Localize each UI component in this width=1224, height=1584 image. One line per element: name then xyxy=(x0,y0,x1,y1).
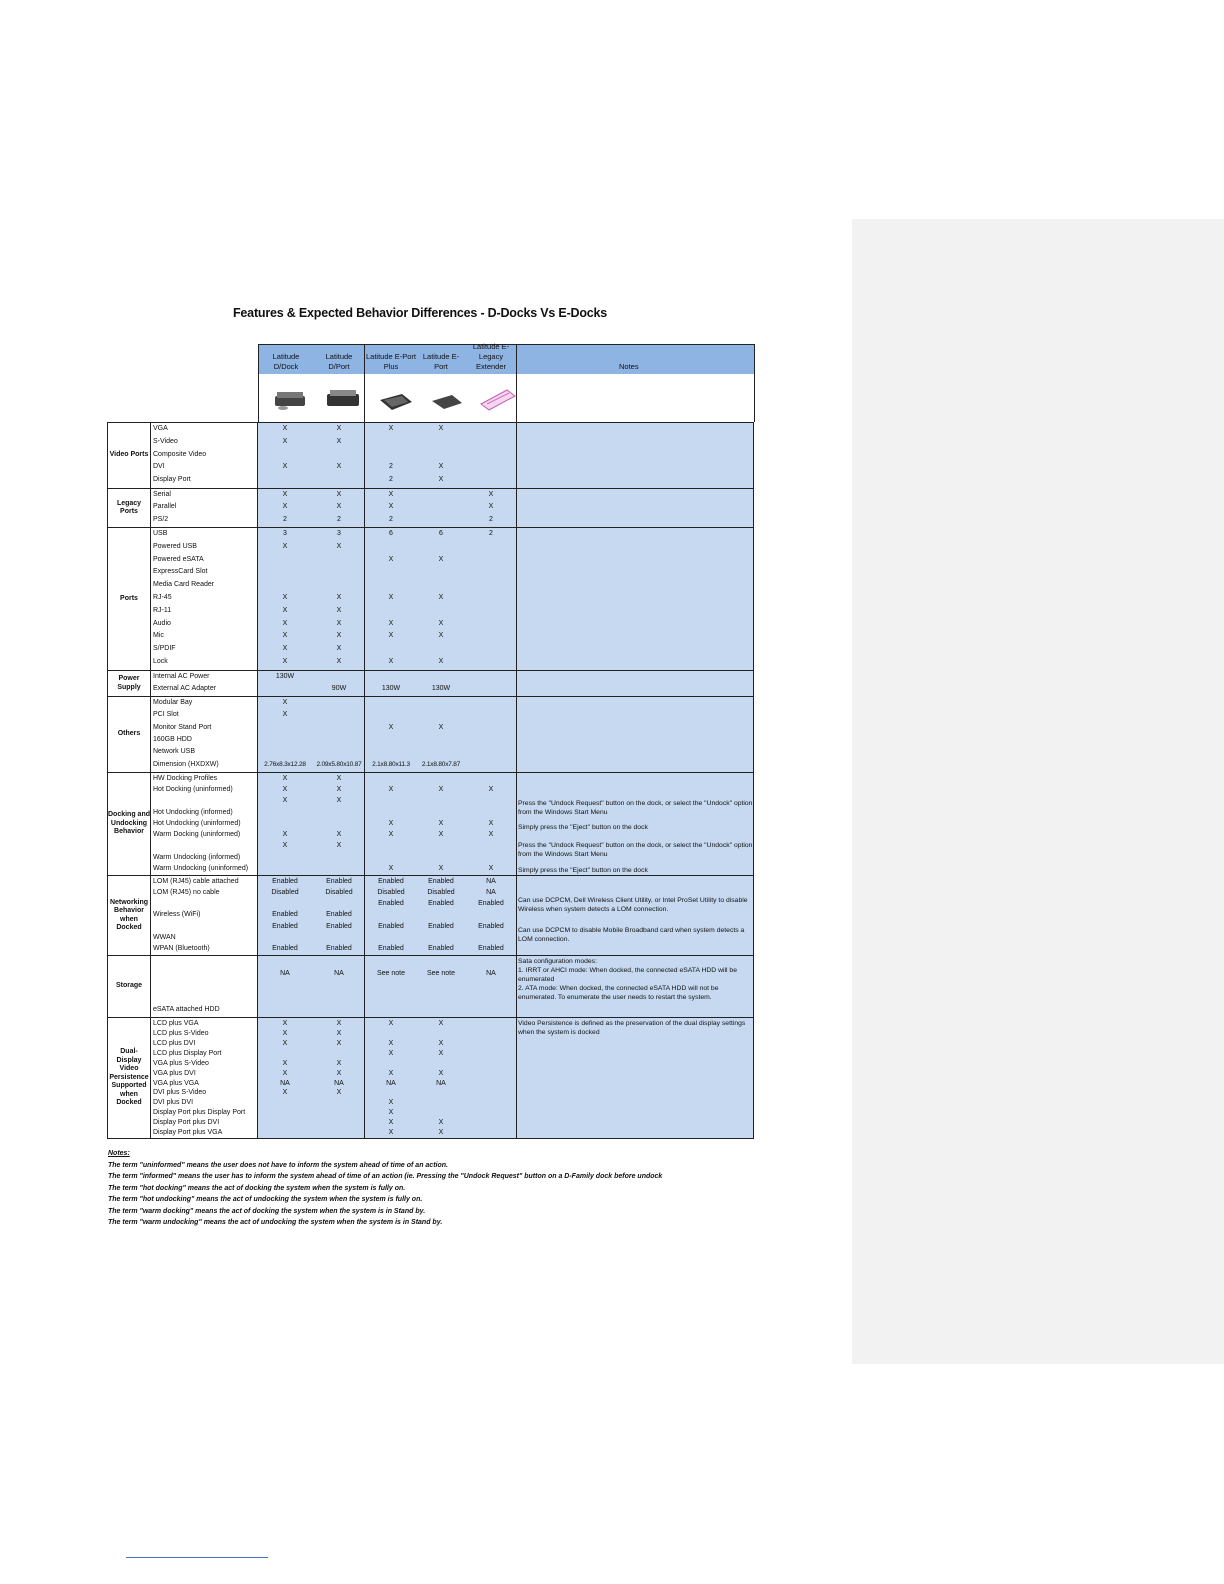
row-label: VGA plus DVI xyxy=(153,1069,196,1077)
group-name: Storage xyxy=(107,956,151,1017)
row-label: Powered USB xyxy=(153,542,197,550)
table-cell: X xyxy=(488,831,494,839)
table-cell: Enabled xyxy=(272,911,298,919)
table-cell: X xyxy=(282,1069,288,1077)
table-group xyxy=(107,488,754,527)
table-row xyxy=(107,566,754,578)
table-cell: Enabled xyxy=(428,944,454,952)
table-cell: X xyxy=(388,723,394,731)
table-cell: Enabled xyxy=(378,900,404,908)
group-name: Power Supply xyxy=(107,671,151,696)
table-cell: 2 xyxy=(489,530,493,537)
table-cell: X xyxy=(282,542,288,550)
row-label: LCD plus S-Video xyxy=(153,1029,209,1037)
table-cell: X xyxy=(336,1029,342,1037)
table-cell: X xyxy=(388,555,394,563)
row-note: Sata configuration modes: xyxy=(518,958,597,965)
table-cell: X xyxy=(282,503,288,511)
table-row xyxy=(107,461,754,473)
table-cell: X xyxy=(282,786,288,794)
table-cell: X xyxy=(388,594,394,601)
column-header-3: Latitude E-Port Plus xyxy=(365,352,417,371)
row-label: Composite Video xyxy=(153,450,207,458)
row-label: S-Video xyxy=(153,437,178,445)
row-label: Warm Undocking (uninformed) xyxy=(153,864,249,872)
table-cell: X xyxy=(388,1069,394,1077)
row-label: Warm Undocking (informed) xyxy=(153,853,241,861)
e-legacy-extender-image xyxy=(481,390,515,410)
table-cell: X xyxy=(282,437,288,445)
row-label: LCD plus DVI xyxy=(153,1039,196,1047)
table-cell: NA xyxy=(486,878,496,885)
e-port-plus-image xyxy=(380,394,412,410)
table-row xyxy=(107,773,754,785)
table-header xyxy=(107,344,754,434)
table-row xyxy=(107,554,754,566)
table-bottom-border xyxy=(107,1138,754,1139)
group-name: Dual-Display Video Persistence Supported when Docked xyxy=(107,1018,151,1138)
table-cell: See note xyxy=(426,970,456,977)
row-label: Display Port plus Display Port xyxy=(153,1109,246,1117)
table-cell: NA xyxy=(436,1079,446,1087)
table-row xyxy=(107,449,754,461)
table-cell: Enabled xyxy=(428,900,454,908)
table-cell: NA xyxy=(334,970,344,977)
table-cell: X xyxy=(438,1129,444,1137)
table-cell: X xyxy=(388,786,394,794)
document-title: Features & Expected Behavior Differences - D-Docks Vs E-Docks xyxy=(233,306,608,320)
row-label: 160GB HDD xyxy=(153,736,192,743)
table-row xyxy=(107,579,754,591)
table-cell: NA xyxy=(386,1079,396,1087)
table-row xyxy=(107,734,754,746)
table-cell: X xyxy=(388,503,394,511)
table-cell: X xyxy=(438,619,444,627)
table-cell: Enabled xyxy=(478,922,504,930)
row-label: Mic xyxy=(153,632,164,640)
row-label: eSATA attached HDD xyxy=(153,1006,220,1013)
note-line: The term "informed" means the user has to inform the system ahead of time of an action (ie. Pressing the "Undock Request" button on a D-Family dock before undock xyxy=(108,1173,663,1180)
table-cell: X xyxy=(438,463,444,471)
e-port-image xyxy=(432,395,462,409)
table-cell: Enabled xyxy=(272,944,298,952)
table-group xyxy=(107,772,754,875)
row-label: Warm Docking (uninformed) xyxy=(153,831,241,839)
table-cell: X xyxy=(336,831,342,839)
table-cell: X xyxy=(336,619,342,627)
group-name: Others xyxy=(107,697,151,772)
table-cell: Enabled xyxy=(478,944,504,952)
table-cell: NA xyxy=(486,889,496,897)
row-label: Display Port plus VGA xyxy=(153,1129,223,1137)
row-label: LOM (RJ45) no cable xyxy=(153,889,220,897)
row-label: Audio xyxy=(153,619,171,627)
table-cell: X xyxy=(336,425,342,432)
group-name: Ports xyxy=(107,528,151,670)
row-label: Hot Docking (uninformed) xyxy=(153,786,233,794)
table-cell: X xyxy=(438,555,444,563)
table-cell: X xyxy=(336,463,342,471)
table-row xyxy=(107,436,754,448)
table-cell: Enabled xyxy=(378,878,404,885)
group-name: Legacy Ports xyxy=(107,489,151,527)
row-label: Wireless (WiFi) xyxy=(153,911,201,919)
column-header-1: Latitude D/Dock xyxy=(272,352,300,371)
table-cell: Disabled xyxy=(427,889,455,897)
note-line: The term "uninformed" means the user does not have to inform the system ahead of time of an action. xyxy=(108,1161,448,1169)
table-cell: X xyxy=(488,503,494,511)
table-row xyxy=(107,746,754,758)
table-cell: 6 xyxy=(389,530,393,537)
row-note: Can use DCPCM, Dell Wireless Client Utility, or Intel ProSet Utility to disable Wireless when system detects a LOM connection. xyxy=(518,897,748,913)
table-cell: 3 xyxy=(337,530,341,537)
footnote-separator xyxy=(126,1557,268,1558)
column-header-2: Latitude D/Port xyxy=(325,352,353,371)
note-line: The term "warm undocking" means the act of undocking the system when the system is in Stand by. xyxy=(108,1219,443,1226)
table-cell: X xyxy=(438,1069,444,1077)
row-label: Lock xyxy=(153,658,168,665)
row-label: Dimension (HXDXW) xyxy=(153,760,219,768)
table-cell: X xyxy=(438,658,444,665)
table-group xyxy=(107,875,754,955)
table-cell: X xyxy=(438,425,444,432)
table-row xyxy=(107,514,754,526)
table-cell: X xyxy=(438,632,444,640)
table-cell: X xyxy=(336,1089,342,1097)
table-group xyxy=(107,955,754,1017)
table-cell: X xyxy=(438,1020,444,1027)
table-cell: 2 xyxy=(389,476,393,484)
note-line: The term "warm docking" means the act of docking the system when the system is in Stand by. xyxy=(108,1207,426,1215)
table-cell: X xyxy=(388,1099,394,1107)
table-cell: X xyxy=(282,632,288,640)
table-cell: NA xyxy=(280,970,290,977)
table-cell: X xyxy=(336,658,342,665)
table-row xyxy=(107,697,754,709)
table-cell: X xyxy=(282,606,288,614)
row-label: Display Port plus DVI xyxy=(153,1119,220,1127)
note-line: The term "hot undocking" means the act of undocking the system when the system is fully on. xyxy=(108,1196,423,1203)
table-cell: X xyxy=(336,1069,342,1077)
table-cell: X xyxy=(388,819,394,827)
table-cell: 2 xyxy=(337,515,341,523)
table-cell: 3 xyxy=(283,530,287,537)
table-row xyxy=(107,474,754,486)
row-label: LOM (RJ45) cable attached xyxy=(153,878,239,885)
table-cell: Enabled xyxy=(428,922,454,930)
table-cell: X xyxy=(336,842,342,850)
table-cell: X xyxy=(438,786,444,794)
table-cell: X xyxy=(388,864,394,872)
note-line: The term "hot docking" means the act of docking the system when the system is fully on. xyxy=(108,1184,406,1192)
table-cell: X xyxy=(336,606,342,614)
table-row xyxy=(107,618,754,630)
bottom-notes xyxy=(108,1148,768,1229)
table-cell: X xyxy=(388,491,394,498)
table-cell: X xyxy=(336,503,342,511)
table-cell: X xyxy=(336,491,342,498)
table-row xyxy=(107,630,754,642)
table-cell: X xyxy=(388,1049,394,1057)
table-cell: X xyxy=(282,1059,288,1067)
table-cell: X xyxy=(488,786,494,794)
table-cell: X xyxy=(336,645,342,653)
table-row xyxy=(107,1004,754,1016)
table-row xyxy=(107,528,754,540)
table-cell: X xyxy=(282,491,288,498)
table-cell: 130W xyxy=(431,685,451,692)
table-cell: Enabled xyxy=(326,944,352,952)
table-cell: X xyxy=(282,797,288,805)
row-label: Parallel xyxy=(153,503,177,511)
row-note: Simply press the "Eject" button on the dock xyxy=(518,824,648,831)
table-cell: 130W xyxy=(381,685,401,692)
row-label: VGA xyxy=(153,425,168,432)
table-cell: X xyxy=(336,594,342,601)
row-label: USB xyxy=(153,530,168,537)
row-label: Serial xyxy=(153,491,171,498)
table-cell: X xyxy=(282,1029,288,1037)
table-cell: X xyxy=(282,711,288,719)
table-cell: X xyxy=(388,1129,394,1137)
row-label: Modular Bay xyxy=(153,699,193,706)
table-cell: 2.1x8.80x11.3 xyxy=(372,760,410,768)
row-label: S/PDIF xyxy=(153,645,176,653)
row-label: VGA plus VGA xyxy=(153,1079,199,1087)
table-row xyxy=(107,943,754,955)
table-row xyxy=(107,683,754,695)
table-cell: X xyxy=(282,425,288,432)
table-cell: Disabled xyxy=(325,889,353,897)
table-cell: X xyxy=(336,437,342,445)
header-divider xyxy=(754,344,755,422)
table-cell: X xyxy=(388,619,394,627)
table-cell: X xyxy=(282,658,288,665)
row-note: Video Persistence is defined as the preservation of the dual display settings when the system is docked xyxy=(518,1020,746,1036)
table-cell: Disabled xyxy=(271,889,299,897)
table-row xyxy=(107,709,754,721)
table-cell: X xyxy=(488,864,494,872)
table-cell: X xyxy=(336,632,342,640)
table-cell: X xyxy=(438,723,444,731)
table-cell: X xyxy=(336,786,342,794)
table-cell: 130W xyxy=(275,673,295,680)
table-row xyxy=(107,656,754,668)
table-group xyxy=(107,527,754,670)
row-label: Hot Undocking (informed) xyxy=(153,808,233,816)
table-cell: X xyxy=(282,594,288,601)
table-cell: X xyxy=(336,1039,342,1047)
row-label: LCD plus VGA xyxy=(153,1020,199,1027)
table-cell: X xyxy=(282,619,288,627)
table-row xyxy=(107,592,754,604)
table-cell: X xyxy=(282,831,288,839)
table-cell: 2 xyxy=(389,515,393,523)
table-cell: Enabled xyxy=(478,900,504,908)
table-cell: X xyxy=(488,819,494,827)
table-row xyxy=(107,643,754,655)
row-label: Display Port xyxy=(153,476,191,484)
table-cell: Enabled xyxy=(326,911,352,919)
table-cell: 90W xyxy=(331,685,347,692)
table-row xyxy=(107,605,754,617)
table-cell: X xyxy=(438,819,444,827)
row-note: Press the "Undock Request" button on the dock, or select the "Undock" option from the Windows Start Menu xyxy=(518,842,753,858)
row-note: Simply press the "Eject" button on the dock xyxy=(518,867,648,874)
table-cell: X xyxy=(282,463,288,471)
table-row xyxy=(107,784,754,796)
table-row xyxy=(107,759,754,771)
table-cell: X xyxy=(282,842,288,850)
notes-column-header: Notes xyxy=(619,362,639,371)
row-label: PCI Slot xyxy=(153,711,179,719)
table-cell: NA xyxy=(334,1079,344,1087)
row-label: PS/2 xyxy=(153,515,169,523)
table-cell: Enabled xyxy=(378,922,404,930)
table-cell: 2 xyxy=(489,515,493,523)
table-cell: X xyxy=(388,1119,394,1127)
row-label: WWAN xyxy=(153,933,176,941)
table-cell: X xyxy=(388,658,394,665)
table-cell: X xyxy=(388,1039,394,1047)
table-cell: X xyxy=(336,775,342,782)
row-note: 2. ATA mode: When docked, the connected eSATA HDD will not be enumerated. To enumerate the user needs to restart the system. xyxy=(518,985,719,1001)
table-cell: 2.76x8.3x12.28 xyxy=(264,760,306,768)
row-label: DVI plus S-Video xyxy=(153,1089,207,1097)
table-cell: X xyxy=(438,476,444,484)
table-cell: X xyxy=(388,632,394,640)
table-cell: X xyxy=(282,1089,288,1097)
group-name: Docking and Undocking Behavior xyxy=(107,773,151,875)
table-row xyxy=(107,722,754,734)
table-cell: X xyxy=(388,831,394,839)
row-label: ExpressCard Slot xyxy=(153,568,208,576)
table-cell: Enabled xyxy=(326,878,352,885)
table-row xyxy=(107,671,754,683)
table-cell: X xyxy=(438,1119,444,1127)
table-group xyxy=(107,1017,754,1138)
row-label: Hot Undocking (uninformed) xyxy=(153,819,241,827)
row-label: Monitor Stand Port xyxy=(153,723,212,731)
column-header-5: Latitude E-Legacy Extender xyxy=(472,342,510,371)
table-cell: X xyxy=(336,1020,342,1027)
row-note: 1. IRRT or AHCI mode: When docked, the connected eSATA HDD will be enumerated xyxy=(518,967,737,983)
table-group xyxy=(107,670,754,696)
table-cell: X xyxy=(282,1020,288,1027)
table-cell: X xyxy=(388,1020,394,1027)
table-cell: 2.09x5.80x10.87 xyxy=(316,760,362,768)
row-label: DVI xyxy=(153,463,165,471)
row-label: RJ-45 xyxy=(153,594,172,601)
row-label: DVI plus DVI xyxy=(153,1099,194,1107)
notes-heading: Notes: xyxy=(108,1150,130,1157)
table-group xyxy=(107,696,754,772)
table-cell: Enabled xyxy=(326,922,352,930)
table-row xyxy=(107,541,754,553)
table-cell: Enabled xyxy=(272,878,298,885)
table-cell: NA xyxy=(280,1079,290,1087)
dock-product-images xyxy=(107,344,754,422)
row-label: WPAN (Bluetooth) xyxy=(153,944,210,952)
table-cell: 2 xyxy=(283,515,287,523)
d-port-image xyxy=(327,390,359,406)
comment-margin-panel xyxy=(852,219,1224,1364)
row-label: Media Card Reader xyxy=(153,581,215,589)
table-cell: X xyxy=(336,542,342,550)
row-label: HW Docking Profiles xyxy=(153,775,218,782)
d-dock-image xyxy=(275,392,305,410)
table-row xyxy=(107,489,754,501)
row-note: Can use DCPCM to disable Mobile Broadband card when system detects a LOM connection. xyxy=(518,927,745,943)
table-cell: X xyxy=(438,864,444,872)
row-label: Internal AC Power xyxy=(153,673,210,680)
row-label: Network USB xyxy=(153,748,196,756)
table-cell: See note xyxy=(376,970,406,977)
table-cell: 6 xyxy=(439,530,443,537)
table-cell: 2 xyxy=(389,463,393,471)
table-row xyxy=(107,423,754,435)
row-label: Powered eSATA xyxy=(153,555,204,563)
table-cell: X xyxy=(388,425,394,432)
table-cell: X xyxy=(388,1109,394,1117)
table-cell: X xyxy=(282,699,288,706)
table-cell: X xyxy=(282,645,288,653)
table-cell: Enabled xyxy=(378,944,404,952)
table-cell: X xyxy=(282,775,288,782)
column-header-4: Latitude E-Port xyxy=(422,352,460,371)
table-group xyxy=(107,422,754,488)
table-cell: X xyxy=(438,831,444,839)
table-cell: X xyxy=(438,1039,444,1047)
table-cell: 2.1x8.80x7.87 xyxy=(421,760,461,768)
table-cell: X xyxy=(488,491,494,498)
table-cell: Enabled xyxy=(272,922,298,930)
row-label: VGA plus S-Video xyxy=(153,1059,209,1067)
table-cell: X xyxy=(282,1039,288,1047)
group-name: Networking Behavior when Docked xyxy=(107,876,151,955)
table-cell: X xyxy=(336,1059,342,1067)
table-cell: X xyxy=(438,594,444,601)
table-cell: Enabled xyxy=(428,878,454,885)
row-label: RJ-11 xyxy=(153,606,172,614)
group-name: Video Ports xyxy=(107,423,151,488)
table-cell: X xyxy=(438,1049,444,1057)
row-label: LCD plus Display Port xyxy=(153,1049,222,1057)
table-cell: NA xyxy=(486,970,496,977)
table-row xyxy=(107,501,754,513)
row-note: Press the "Undock Request" button on the dock, or select the "Undock" option from the Windows Start Menu xyxy=(518,800,753,816)
table-cell: X xyxy=(336,797,342,805)
table-cell: Disabled xyxy=(377,889,405,897)
row-label: External AC Adapter xyxy=(153,685,217,692)
